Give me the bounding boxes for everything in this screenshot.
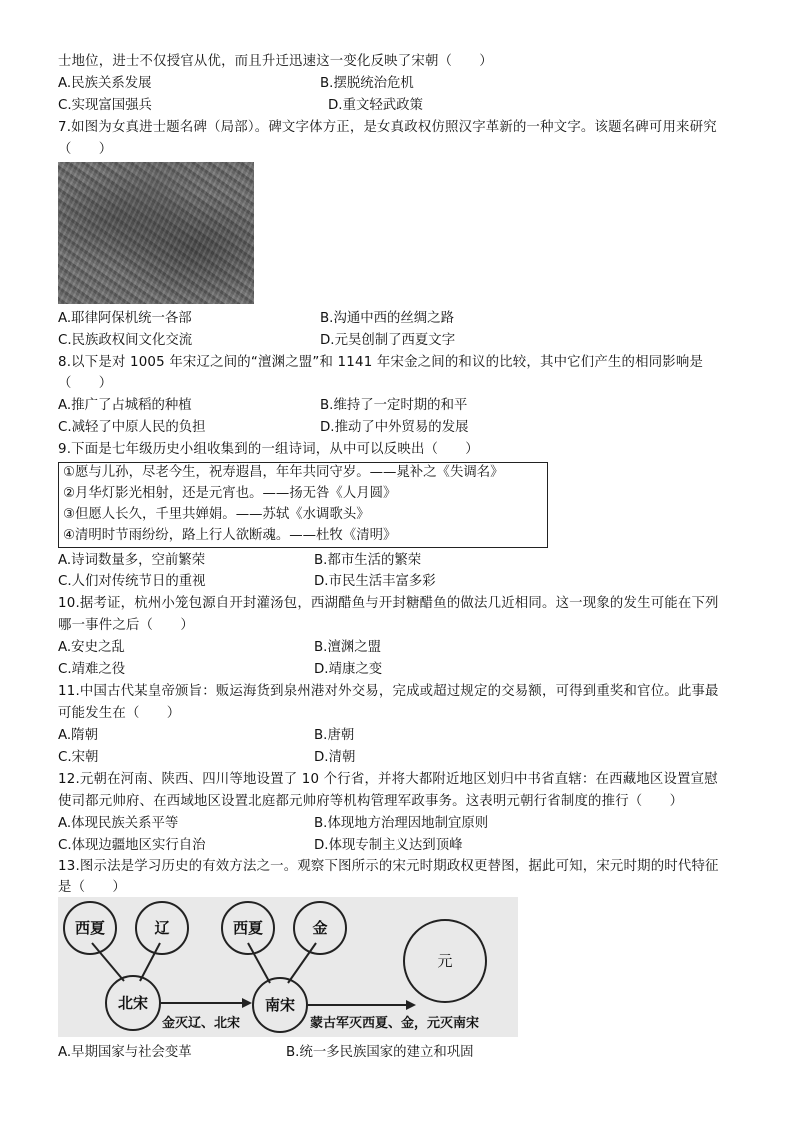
poem-line: ①愿与儿孙，尽老今生，祝寿遐昌，年年共同守岁。——晁补之《失调名》 xyxy=(63,465,504,480)
q7-option-d[interactable]: D.元昊创制了西夏文字 xyxy=(320,333,456,348)
q7-option-a[interactable]: A.耶律阿保机统一各部 xyxy=(58,311,192,326)
q7-option-c[interactable]: C.民族政权间文化交流 xyxy=(58,333,193,348)
arrow-head xyxy=(406,1000,416,1010)
q13-option-a[interactable]: A.早期国家与社会变革 xyxy=(58,1045,192,1060)
q12-option-d[interactable]: D.体现专制主义达到顶峰 xyxy=(314,838,463,853)
label-yuan: 元 xyxy=(437,952,453,970)
q8-stem: 8.以下是对 1005 年宋辽之间的“澶渊之盟”和 1141 年宋金之间的和议的比较，其中它们产生的相同影响是 xyxy=(58,355,704,370)
q10-stem-cont: 哪一事件之后（ ） xyxy=(58,618,194,633)
q9-stem: 9.下面是七年级历史小组收集到的一组诗词，从中可以反映出（ ） xyxy=(58,442,479,457)
label-nansong: 南宋 xyxy=(264,996,296,1014)
q11-stem-cont: 可能发生在（ ） xyxy=(58,706,181,721)
q8-option-d[interactable]: D.推动了中外贸易的发展 xyxy=(320,420,469,435)
arrow-caption: 金灭辽、北宋 xyxy=(162,1016,241,1031)
q12-option-c[interactable]: C.体现边疆地区实行自治 xyxy=(58,838,206,853)
jurchen-stele-photo xyxy=(58,162,254,304)
q13-stem-cont: 是（ ） xyxy=(58,880,126,895)
poem-line: ②月华灯影光相射，还是元宵也。——扬无咎《人月圆》 xyxy=(63,486,397,501)
q10-stem: 10.据考证，杭州小笼包源自开封灌汤包，西湖醋鱼与开封糖醋鱼的做法几近相同。这一现象的发生可能在下列 xyxy=(58,596,719,611)
q7-option-b[interactable]: B.沟通中西的丝绸之路 xyxy=(320,311,454,326)
label-jin: 金 xyxy=(312,919,328,937)
q8-option-a[interactable]: A.推广了占城稻的种植 xyxy=(58,398,192,413)
label-xixia: 西夏 xyxy=(74,919,106,937)
q8-stem-cont: （ ） xyxy=(58,376,113,391)
q11-option-a[interactable]: A.隋朝 xyxy=(58,728,98,743)
q13-stem: 13.图示法是学习历史的有效方法之一。观察下图所示的宋元时期政权更替图，据此可知，宋元时期的时代特征 xyxy=(58,859,719,874)
link-line xyxy=(288,943,316,983)
q9-option-b[interactable]: B.都市生活的繁荣 xyxy=(314,553,422,568)
arrow-caption: 蒙古军灭西夏、金，元灭南宋 xyxy=(310,1016,480,1031)
q10-option-d[interactable]: D.靖康之变 xyxy=(314,662,383,677)
q6-option-b[interactable]: B.摆脱统治危机 xyxy=(320,76,414,91)
q9-option-d[interactable]: D.市民生活丰富多彩 xyxy=(314,574,436,589)
diagram-svg xyxy=(58,897,518,1037)
link-line xyxy=(92,943,124,981)
regime-change-diagram xyxy=(58,897,518,1037)
q11-option-c[interactable]: C.宋朝 xyxy=(58,750,99,765)
q6-stem-tail: 士地位，进士不仅授官从优，而且升迁迅速这一变化反映了宋朝（ ） xyxy=(58,54,493,69)
q8-option-b[interactable]: B.维持了一定时期的和平 xyxy=(320,398,468,413)
label-xixia: 西夏 xyxy=(232,919,264,937)
q13-option-b[interactable]: B.统一多民族国家的建立和巩固 xyxy=(286,1045,474,1060)
q10-option-b[interactable]: B.澶渊之盟 xyxy=(314,640,382,655)
q12-option-b[interactable]: B.体现地方治理因地制宜原则 xyxy=(314,816,489,831)
q6-option-c[interactable]: C.实现富国强兵 xyxy=(58,98,152,113)
q11-option-d[interactable]: D.清朝 xyxy=(314,750,356,765)
q12-option-a[interactable]: A.体现民族关系平等 xyxy=(58,816,179,831)
q9-option-c[interactable]: C.人们对传统节日的重视 xyxy=(58,574,206,589)
q7-stem-cont: （ ） xyxy=(58,142,113,157)
q9-option-a[interactable]: A.诗词数量多，空前繁荣 xyxy=(58,553,206,568)
label-liao: 辽 xyxy=(154,919,170,937)
poem-line: ④清明时节雨纷纷，路上行人欲断魂。——杜牧《清明》 xyxy=(63,528,397,543)
q12-stem-cont: 使司都元帅府、在西域地区设置北庭都元帅府等机构管理军政事务。这表明元朝行省制度的推行（ ） xyxy=(58,794,684,809)
arrow-head xyxy=(242,998,252,1008)
poem-box xyxy=(58,462,548,548)
poem-line: ③但愿人长久，千里共婵娟。——苏轼《水调歌头》 xyxy=(63,507,370,522)
link-line xyxy=(140,943,160,981)
q6-option-d[interactable]: D.重文轻武政策 xyxy=(328,98,423,113)
q10-option-a[interactable]: A.安史之乱 xyxy=(58,640,125,655)
link-line xyxy=(248,943,270,983)
q10-option-c[interactable]: C.靖难之役 xyxy=(58,662,126,677)
q11-option-b[interactable]: B.唐朝 xyxy=(314,728,355,743)
q6-option-a[interactable]: A.民族关系发展 xyxy=(58,76,152,91)
q11-stem: 11.中国古代某皇帝颁旨：贩运海货到泉州港对外交易，完成或超过规定的交易额，可得到重奖和官位。此事最 xyxy=(58,684,719,699)
q8-option-c[interactable]: C.减轻了中原人民的负担 xyxy=(58,420,206,435)
q7-stem: 7.如图为女真进士题名碑（局部）。碑文字体方正，是女真政权仿照汉字革新的一种文字。该题名碑可用来研究 xyxy=(58,120,717,135)
label-beisong: 北宋 xyxy=(117,994,149,1012)
q12-stem: 12.元朝在河南、陕西、四川等地设置了 10 个行省，并将大都附近地区划归中书省直辖：在西藏地区设置宣慰 xyxy=(58,772,718,787)
